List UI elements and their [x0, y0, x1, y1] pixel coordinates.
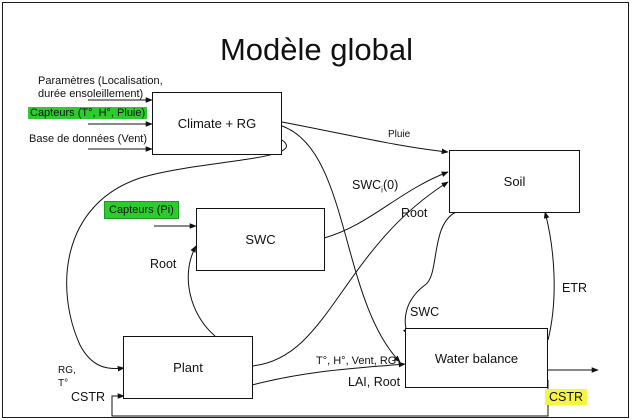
climate-rg-box	[152, 92, 282, 155]
arrow-water-balance-soil	[545, 212, 554, 340]
soil-box	[449, 150, 580, 213]
plant-label: Plant	[173, 360, 203, 375]
swc-wb-label: SWC	[410, 305, 440, 319]
capteurs-climate-label	[28, 107, 147, 120]
page-title: Modèle global	[219, 32, 414, 67]
swc-label: SWC	[245, 232, 276, 247]
cstr-right-label	[545, 391, 587, 405]
swc0-main: SWC	[352, 178, 382, 192]
cstr-left-label: CSTR	[71, 390, 106, 404]
swc0-label	[352, 179, 398, 197]
arrow-climate-soil-pluie	[282, 122, 448, 152]
soil-label: Soil	[503, 174, 526, 189]
lai-root-label: LAI, Root	[348, 375, 401, 389]
parametres-input-label: Paramètres (Localisation, durée ensoleillement)	[38, 75, 163, 100]
pluie-label: Pluie	[388, 129, 411, 140]
root-soil-label: Root	[401, 206, 428, 220]
rg-t-label: RG, T°	[58, 365, 76, 389]
climate-rg-label: Climate + RG	[177, 116, 257, 131]
base-donnees-label: Base de données (Vent)	[29, 133, 148, 145]
etr-label: ETR	[562, 281, 587, 295]
climate-to-wb-label: T°, H°, Vent, RG	[316, 355, 397, 367]
root-swc-label: Root	[150, 257, 177, 271]
plant-box	[123, 336, 253, 399]
water-balance-box	[405, 328, 548, 388]
swc-box	[196, 208, 325, 271]
water-balance-label: Water balance	[434, 350, 519, 366]
swc0-subscript: i	[381, 185, 383, 195]
cstr-right-highlight: CSTR	[545, 389, 587, 405]
capteurs-pi-highlight: Capteurs (Pi)	[104, 201, 179, 219]
capteurs-pi-label	[104, 204, 179, 217]
swc0-suffix: (0)	[382, 178, 399, 192]
capteurs-climate-highlight: Capteurs (T°, H°, Pluie)	[30, 107, 146, 119]
